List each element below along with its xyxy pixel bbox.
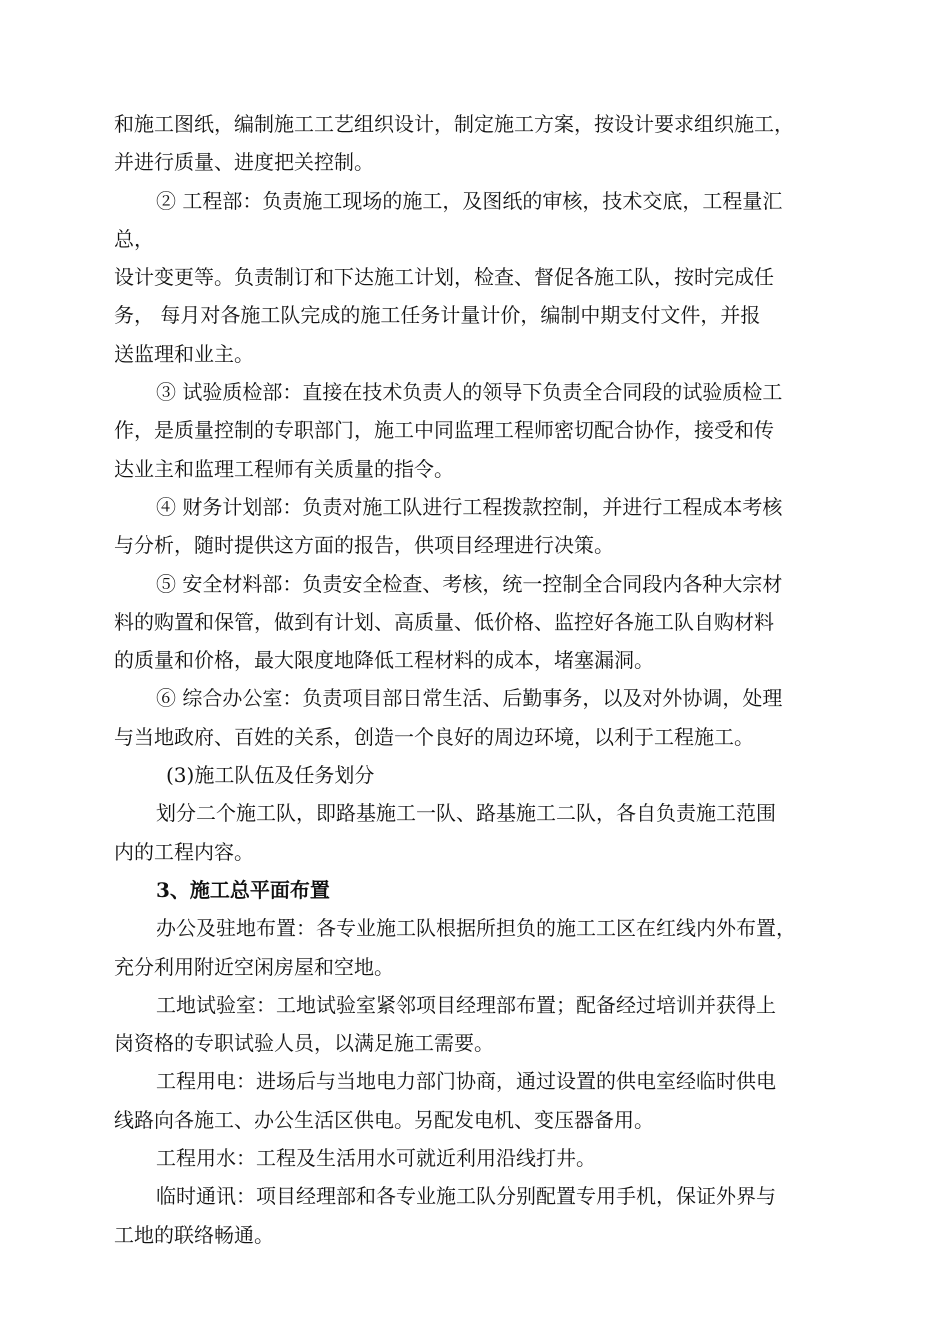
text-line: 并进行质量、进度把关控制。 (114, 150, 374, 174)
text-line: 工程用电：进场后与当地电力部门协商，通过设置的供电室经临时供电 (156, 1069, 776, 1093)
text-line: 与分析，随时提供这方面的报告，供项目经理进行决策。 (114, 533, 614, 557)
text-line: ⑤ 安全材料部：负责安全检查、考核，统一控制全合同段内各种大宗材 (156, 572, 783, 596)
text-line: 设计变更等。负责制订和下达施工计划，检查、督促各施工队，按时完成任 (114, 265, 774, 289)
text-line: 线路向各施工、办公生活区供电。另配发电机、变压器备用。 (114, 1108, 654, 1132)
text-line: 岗资格的专职试验人员，以满足施工需要。 (114, 1031, 494, 1055)
subsection-heading: (3)施工队伍及任务划分 (166, 763, 375, 787)
text-line: ⑥ 综合办公室：负责项目部日常生活、后勤事务，以及对外协调，处理 (156, 686, 783, 710)
text-line: 的质量和价格，最大限度地降低工程材料的成本，堵塞漏洞。 (114, 648, 654, 672)
text-line: 作，是质量控制的专职部门，施工中同监理工程师密切配合协作，接受和传 (114, 418, 774, 442)
text-line: 料的购置和保管，做到有计划、高质量、低价格、监控好各施工队自购材料 (114, 610, 774, 634)
text-line: ③ 试验质检部：直接在技术负责人的领导下负责全合同段的试验质检工 (156, 380, 783, 404)
text-line: 临时通讯：项目经理部和各专业施工队分别配置专用手机，保证外界与 (156, 1184, 776, 1208)
text-line: 达业主和监理工程师有关质量的指令。 (114, 457, 454, 481)
text-line: ④ 财务计划部：负责对施工队进行工程拨款控制，并进行工程成本考核 (156, 495, 783, 519)
text-line: 工地的联络畅通。 (114, 1223, 274, 1247)
text-line: 送监理和业主。 (114, 342, 254, 366)
text-line: 工地试验室：工地试验室紧邻项目经理部布置；配备经过培训并获得上 (156, 993, 776, 1017)
text-line: 工程用水：工程及生活用水可就近利用沿线打井。 (156, 1146, 596, 1170)
text-line: 办公及驻地布置：各专业施工队根据所担负的施工工区在红线内外布置， (156, 916, 796, 940)
text-line: 充分利用附近空闲房屋和空地。 (114, 955, 394, 979)
text-line: 务， 每月对各施工队完成的施工任务计量计价，编制中期支付文件，并报 (114, 303, 761, 327)
text-line: 与当地政府、百姓的关系，创造一个良好的周边环境，以利于工程施工。 (114, 725, 754, 749)
text-line: 总， (114, 227, 154, 251)
text-line: 划分二个施工队，即路基施工一队、路基施工二队，各自负责施工范围 (156, 801, 776, 825)
text-line: 内的工程内容。 (114, 840, 254, 864)
text-line: 和施工图纸，编制施工工艺组织设计，制定施工方案，按设计要求组织施工， (114, 112, 794, 136)
section-heading: 3、施工总平面布置 (156, 878, 330, 902)
text-line: ② 工程部：负责施工现场的施工，及图纸的审核，技术交底，工程量汇 (156, 189, 783, 213)
